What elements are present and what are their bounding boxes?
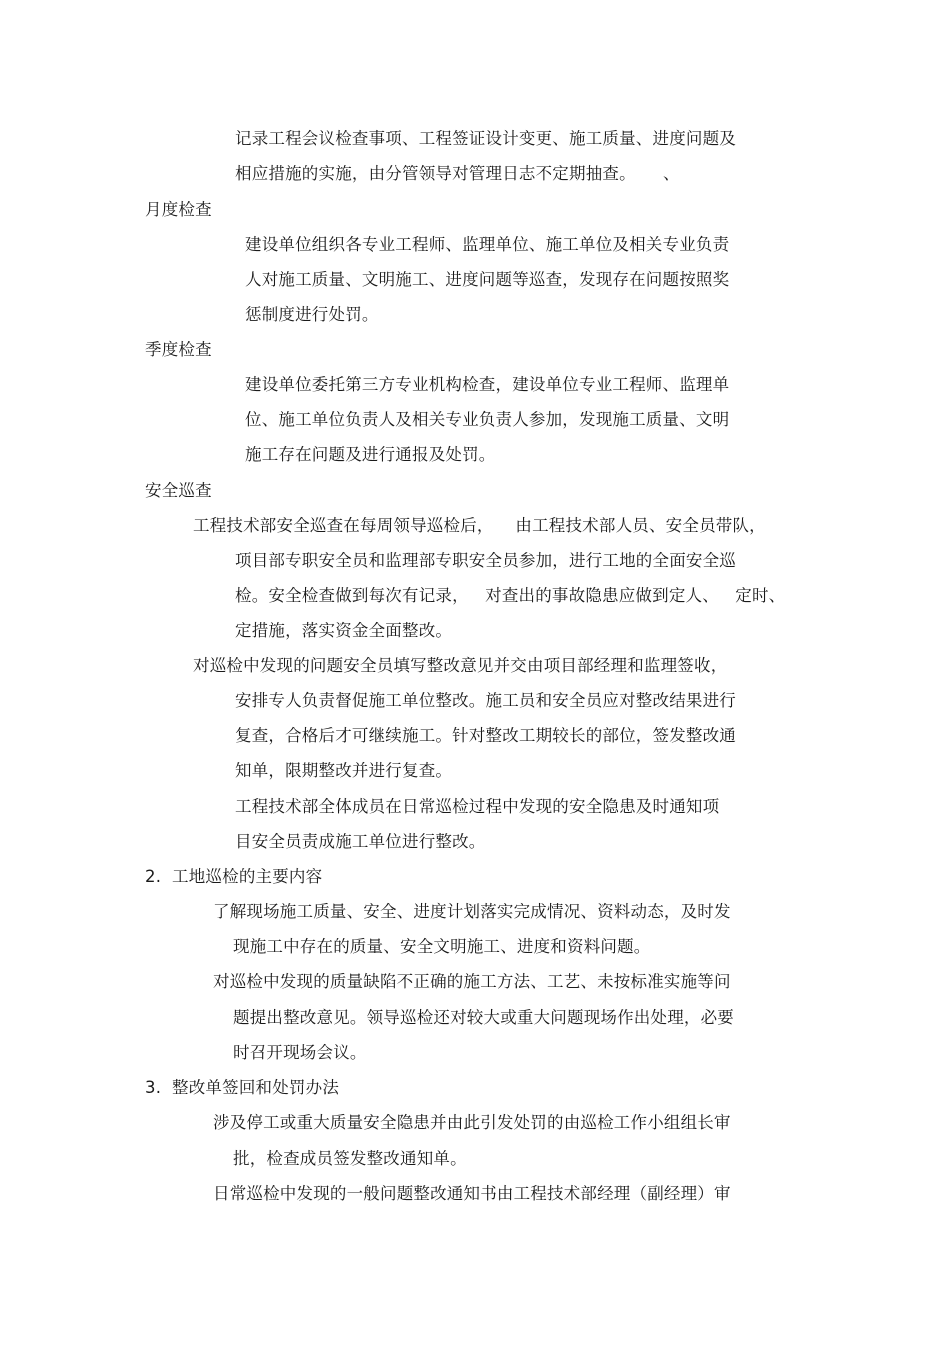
text-line: 相应措施的实施，由分管领导对管理日志不定期抽查。 、 bbox=[235, 164, 680, 183]
text-line: 检。安全检查做到每次有记录， 对查出的事故隐患应做到定人、 定时、 bbox=[235, 586, 786, 605]
text-line: 目安全员责成施工单位进行整改。 bbox=[235, 832, 486, 851]
text-line: 对巡检中发现的质量缺陷不正确的施工方法、工艺、未按标准实施等问 bbox=[213, 972, 731, 991]
text-line: 项目部专职安全员和监理部专职安全员参加，进行工地的全面安全巡 bbox=[235, 551, 736, 570]
text-line: 施工存在问题及进行通报及处罚。 bbox=[245, 445, 496, 464]
text-line: 位、施工单位负责人及相关专业负责人参加，发现施工质量、文明 bbox=[245, 410, 730, 429]
text-line: 安排专人负责督促施工单位整改。施工员和安全员应对整改结果进行 bbox=[235, 691, 736, 710]
text-line: 定措施，落实资金全面整改。 bbox=[235, 621, 453, 640]
section-heading-safety: 安全巡查 bbox=[145, 481, 212, 500]
text-line: 记录工程会议检查事项、工程签证设计变更、施工质量、进度问题及 bbox=[235, 129, 736, 148]
text-line: 建设单位组织各专业工程师、监理单位、施工单位及相关专业负责 bbox=[245, 235, 730, 254]
text-line: 工程技术部安全巡查在每周领导巡检后， 由工程技术部人员、安全员带队， bbox=[193, 516, 766, 535]
text-line: 批，检查成员签发整改通知单。 bbox=[233, 1149, 467, 1168]
section-heading-monthly: 月度检查 bbox=[145, 200, 212, 219]
text-line: 知单，限期整改并进行复查。 bbox=[235, 761, 453, 780]
text-line: 复查，合格后才可继续施工。针对整改工期较长的部位，签发整改通 bbox=[235, 726, 736, 745]
section-heading-quarterly: 季度检查 bbox=[145, 340, 212, 359]
text-line: 题提出整改意见。领导巡检还对较大或重大问题现场作出处理，必要 bbox=[233, 1008, 734, 1027]
text-line: 了解现场施工质量、安全、进度计划落实完成情况、资料动态，及时发 bbox=[213, 902, 731, 921]
text-line: 工程技术部全体成员在日常巡检过程中发现的安全隐患及时通知项 bbox=[235, 797, 720, 816]
text-line: 建设单位委托第三方专业机构检查，建设单位专业工程师、监理单 bbox=[245, 375, 730, 394]
text-line: 日常巡检中发现的一般问题整改通知书由工程技术部经理（副经理）审 bbox=[213, 1184, 731, 1203]
section-heading-3: 3. 整改单签回和处罚办法 bbox=[145, 1078, 340, 1097]
text-line: 惩制度进行处罚。 bbox=[245, 305, 379, 324]
text-line: 人对施工质量、文明施工、进度问题等巡查，发现存在问题按照奖 bbox=[245, 270, 730, 289]
text-line: 时召开现场会议。 bbox=[233, 1043, 367, 1062]
section-heading-2: 2. 工地巡检的主要内容 bbox=[145, 867, 323, 886]
text-line: 对巡检中发现的问题安全员填写整改意见并交由项目部经理和监理签收， bbox=[193, 656, 728, 675]
text-line: 现施工中存在的质量、安全文明施工、进度和资料问题。 bbox=[233, 937, 651, 956]
text-line: 涉及停工或重大质量安全隐患并由此引发处罚的由巡检工作小组组长审 bbox=[213, 1113, 731, 1132]
